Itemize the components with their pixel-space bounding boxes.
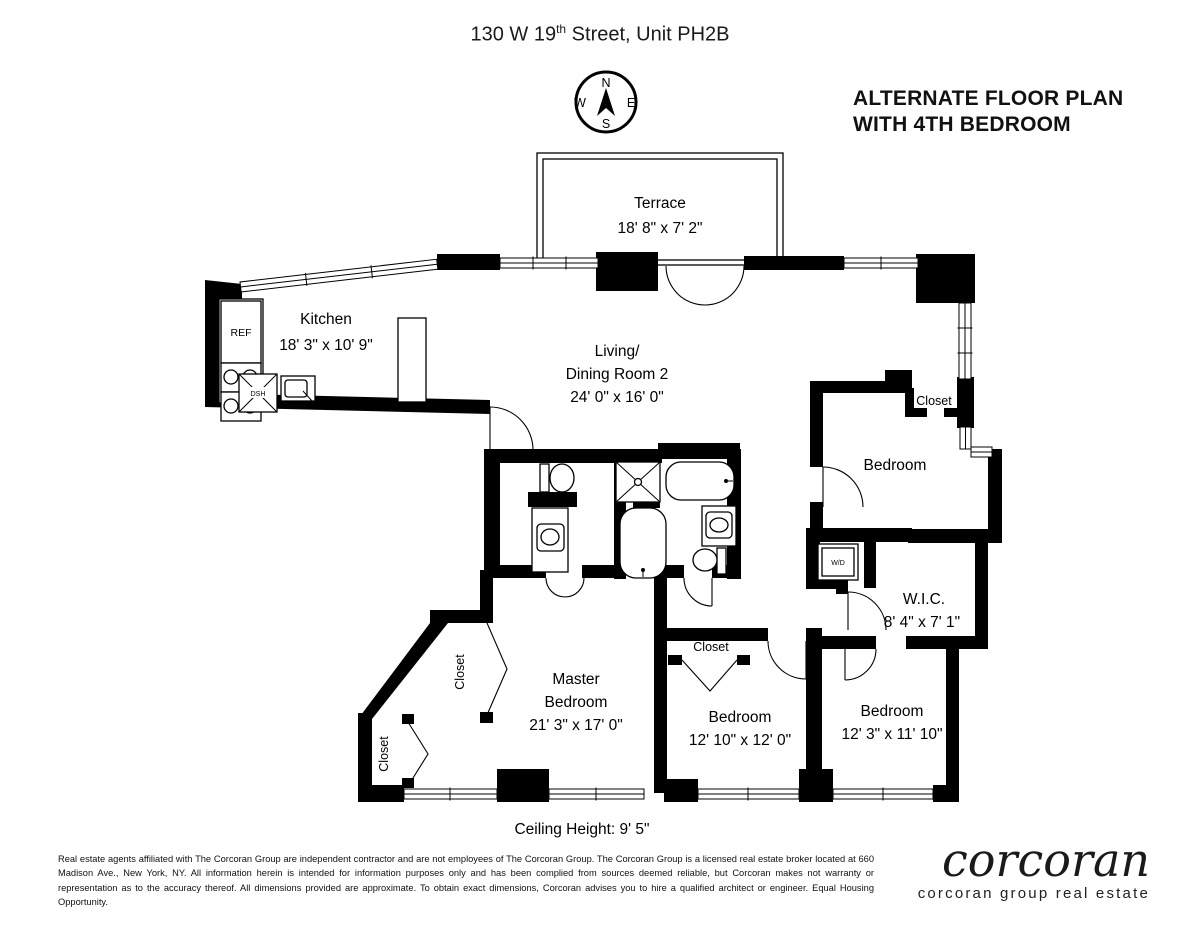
dishwasher-label: DSH — [250, 391, 266, 398]
master-bedroom-label — [529, 671, 623, 734]
bedroom3-name: Bedroom — [860, 703, 924, 720]
legal-disclaimer: Real estate agents affiliated with The Corcoran Group are independent contractor and are not employees of The Corcoran Group. The Corcoran Group is a licensed real estate broker located at 660 Madison Ave., New York, NY. All information herein is intended for information purposes only and has been complied from sources deemed reliable, but Corcoran makes not warranty or representation as to the accuracy thereof. All dimensions provided are approximate. To obtain exact dimensions, Corcoran advises you to hire a qualified architect or engineer. Equal Housing Opportunity. — [58, 854, 874, 908]
compass-n: N — [601, 76, 611, 90]
refrigerator-label: REF — [230, 327, 252, 339]
closet-top-right-label: Closet — [916, 394, 952, 408]
bedroom-top-right-label: Bedroom — [863, 457, 927, 474]
master-bathtub — [620, 508, 666, 578]
plan-title-line2: WITH 4TH BEDROOM — [853, 113, 1071, 136]
kitchen-sink — [281, 376, 315, 401]
window-south-master-2 — [549, 788, 644, 801]
master-dims: 21' 3" x 17' 0" — [529, 717, 623, 734]
bedroom2-door — [768, 641, 806, 679]
bedroom3-dims: 12' 3" x 11' 10" — [841, 726, 943, 743]
master-name-line2: Bedroom — [544, 694, 608, 711]
compass-s: S — [601, 117, 611, 131]
window-east-3 — [971, 447, 992, 457]
window-south-master-1 — [404, 788, 497, 801]
terrace-french-doors — [666, 260, 744, 305]
living-name-line1: Living/ — [594, 343, 640, 360]
second-bathtub — [666, 462, 734, 500]
ceiling-height-label: Ceiling Height: 9' 5" — [514, 821, 650, 838]
closet-bedroom2-label: Closet — [693, 640, 729, 654]
master-name-line1: Master — [552, 671, 600, 688]
dishwasher — [239, 374, 277, 412]
terrace-name: Terrace — [634, 195, 686, 212]
kitchen-door — [490, 407, 533, 450]
bedroom3-door — [845, 649, 876, 680]
kitchen-peninsula — [398, 318, 426, 402]
master-bath-toilet — [540, 464, 574, 492]
window-kitchen — [240, 258, 438, 294]
wic-door — [848, 592, 886, 630]
washer-dryer — [818, 544, 858, 580]
bedroom2-dims: 12' 10" x 12' 0" — [688, 732, 792, 749]
window-east-1 — [958, 303, 973, 379]
bedroom3-label — [841, 703, 942, 743]
kitchen-label — [279, 311, 373, 354]
compass-rose — [574, 72, 636, 132]
corcoran-wordmark: corcoran — [942, 833, 1150, 887]
address-prefix: 130 W 19 — [470, 23, 557, 46]
corcoran-logo — [905, 833, 1150, 902]
window-south-bedroom3 — [833, 788, 933, 801]
closet-master-lower-label: Closet — [377, 736, 391, 772]
bedroom2-closet-bifold — [682, 660, 737, 691]
refrigerator — [221, 301, 261, 363]
washer-dryer-label: W/D — [831, 560, 845, 567]
master-bath-vanity — [532, 508, 568, 572]
kitchen-name: Kitchen — [300, 311, 352, 328]
window-top-2 — [844, 257, 918, 270]
second-bath-toilet — [693, 548, 726, 574]
window-top-1 — [500, 257, 598, 270]
bedroom-top-right-door — [823, 467, 863, 507]
living-name-line2: Dining Room 2 — [565, 366, 669, 383]
master-closet-lower-bifold — [408, 722, 428, 786]
master-bath-door — [546, 578, 584, 597]
closet-master-upper-label: Closet — [453, 654, 467, 690]
compass-w: W — [574, 96, 586, 110]
kitchen-dims: 18' 3" x 10' 9" — [279, 337, 373, 354]
second-bath-vanity — [702, 506, 736, 546]
wic-label — [884, 591, 960, 631]
corcoran-tagline: corcoran group real estate — [917, 885, 1150, 902]
terrace-label — [617, 195, 702, 237]
address-suffix: Street, Unit PH2B — [566, 23, 730, 46]
living-dims: 24' 0" x 16' 0" — [570, 389, 664, 406]
window-east-2 — [960, 427, 971, 449]
plan-title-line1: ALTERNATE FLOOR PLAN — [853, 87, 1124, 110]
shower — [616, 462, 660, 502]
bedroom2-label — [689, 709, 791, 749]
address-ordinal: th — [556, 22, 567, 36]
terrace-dims: 18' 8" x 7' 2" — [617, 220, 703, 237]
wic-dims: 8' 4" x 7' 1" — [883, 614, 961, 631]
master-closet-upper-bifold — [487, 623, 507, 715]
compass-north-arrow-icon — [597, 88, 615, 116]
second-bath-door — [684, 578, 712, 606]
compass-e: E — [626, 96, 636, 110]
wic-name: W.I.C. — [902, 591, 946, 608]
bedroom2-name: Bedroom — [708, 709, 772, 726]
living-dining-label — [566, 343, 669, 406]
window-south-bedroom2 — [698, 788, 799, 801]
